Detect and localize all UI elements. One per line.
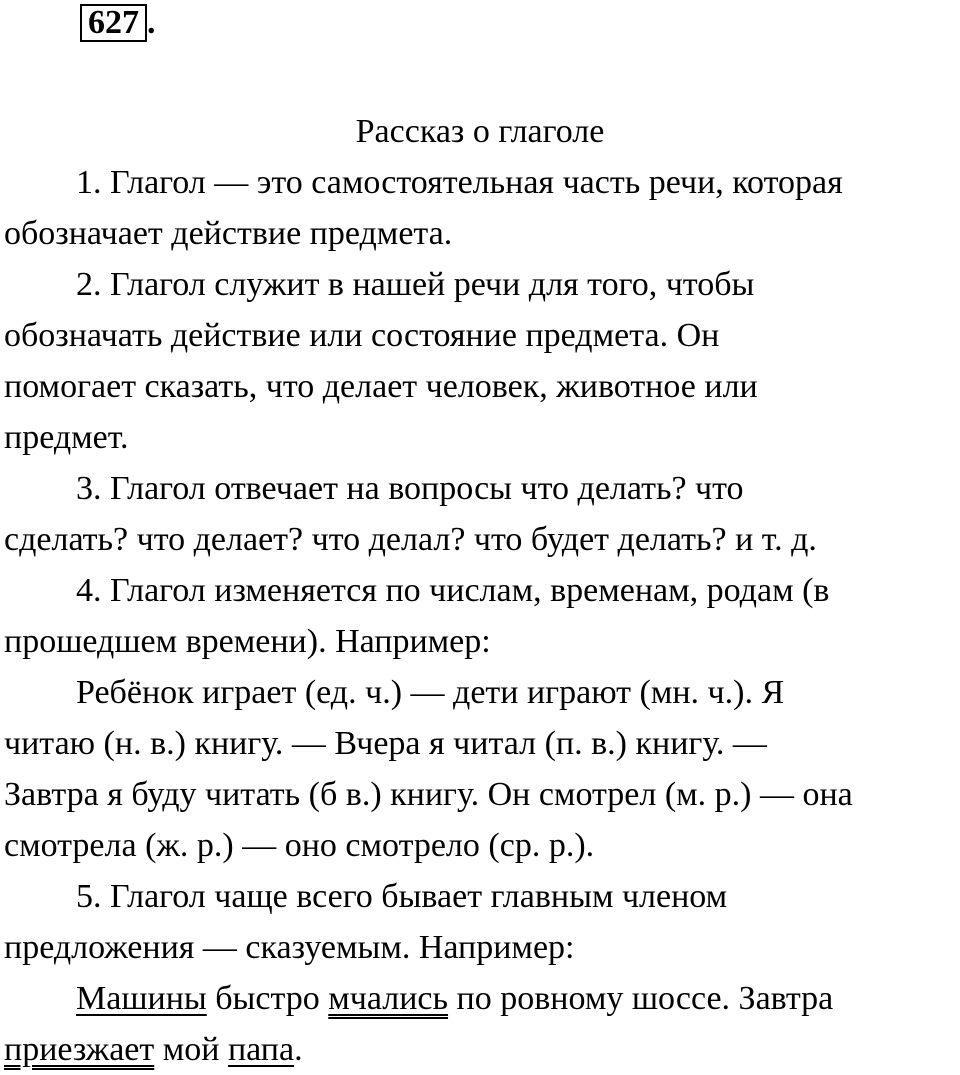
exercise-number	[80, 4, 156, 42]
paragraph-2-line-3: помогает сказать, что делает человек, животное или	[4, 368, 758, 405]
example-paragraph-line-2: читаю (н. в.) книгу. — Вчера я читал (п. в.) книгу. —	[4, 725, 767, 762]
paragraph-2-line-2: обозначать действие или состояние предмета. Он	[4, 317, 720, 354]
story-text	[4, 157, 960, 1075]
example-text: по ровному шоссе. Завтра	[448, 980, 834, 1017]
example-text: мой	[154, 1031, 228, 1068]
exercise-number-dot: .	[147, 4, 156, 41]
example-paragraph-line-1: Ребёнок играет (ед. ч.) — дети играют (мн. ч.). Я	[76, 674, 785, 711]
predicate-double-underlined: мчались	[328, 980, 449, 1017]
paragraph-2-line-4: предмет.	[4, 419, 129, 456]
paragraph-5-line-1: 5. Глагол чаще всего бывает главным членом	[76, 878, 728, 915]
paragraph-1-line-1: 1. Глагол — это самостоятельная часть речи, которая	[76, 164, 843, 201]
exercise-number-box: 627	[80, 4, 147, 42]
paragraph-4-line-1: 4. Глагол изменяется по числам, временам, родам (в	[76, 572, 830, 609]
paragraph-3-line-1: 3. Глагол отвечает на вопросы что делать? что	[76, 470, 744, 507]
predicate-double-underlined: приезжает	[4, 1031, 155, 1068]
subject-underlined: Машины	[76, 980, 207, 1017]
paragraph-4-line-2: прошедшем времени). Например:	[4, 623, 491, 660]
example-text: .	[294, 1031, 303, 1068]
example-paragraph-line-3: Завтра я буду читать (б в.) книгу. Он смотрел (м. р.) — она	[4, 776, 853, 813]
paragraph-1-line-2: обозначает действие предмета.	[4, 215, 453, 252]
paragraph-3-line-2: сделать? что делает? что делал? что будет делать? и т. д.	[4, 521, 817, 558]
example-sentence-line-2	[4, 1024, 960, 1075]
subject-underlined: папа	[227, 1031, 295, 1068]
paragraph-2-line-1: 2. Глагол служит в нашей речи для того, чтобы	[76, 266, 755, 303]
paragraph-5-line-2: предложения — сказуемым. Например:	[4, 929, 575, 966]
example-sentence-line-1	[4, 973, 960, 1024]
example-paragraph-line-4: смотрела (ж. р.) — оно смотрело (ср. р.).	[4, 827, 595, 864]
example-text: быстро	[206, 980, 329, 1017]
story-title: Рассказ о глаголе	[355, 113, 605, 150]
